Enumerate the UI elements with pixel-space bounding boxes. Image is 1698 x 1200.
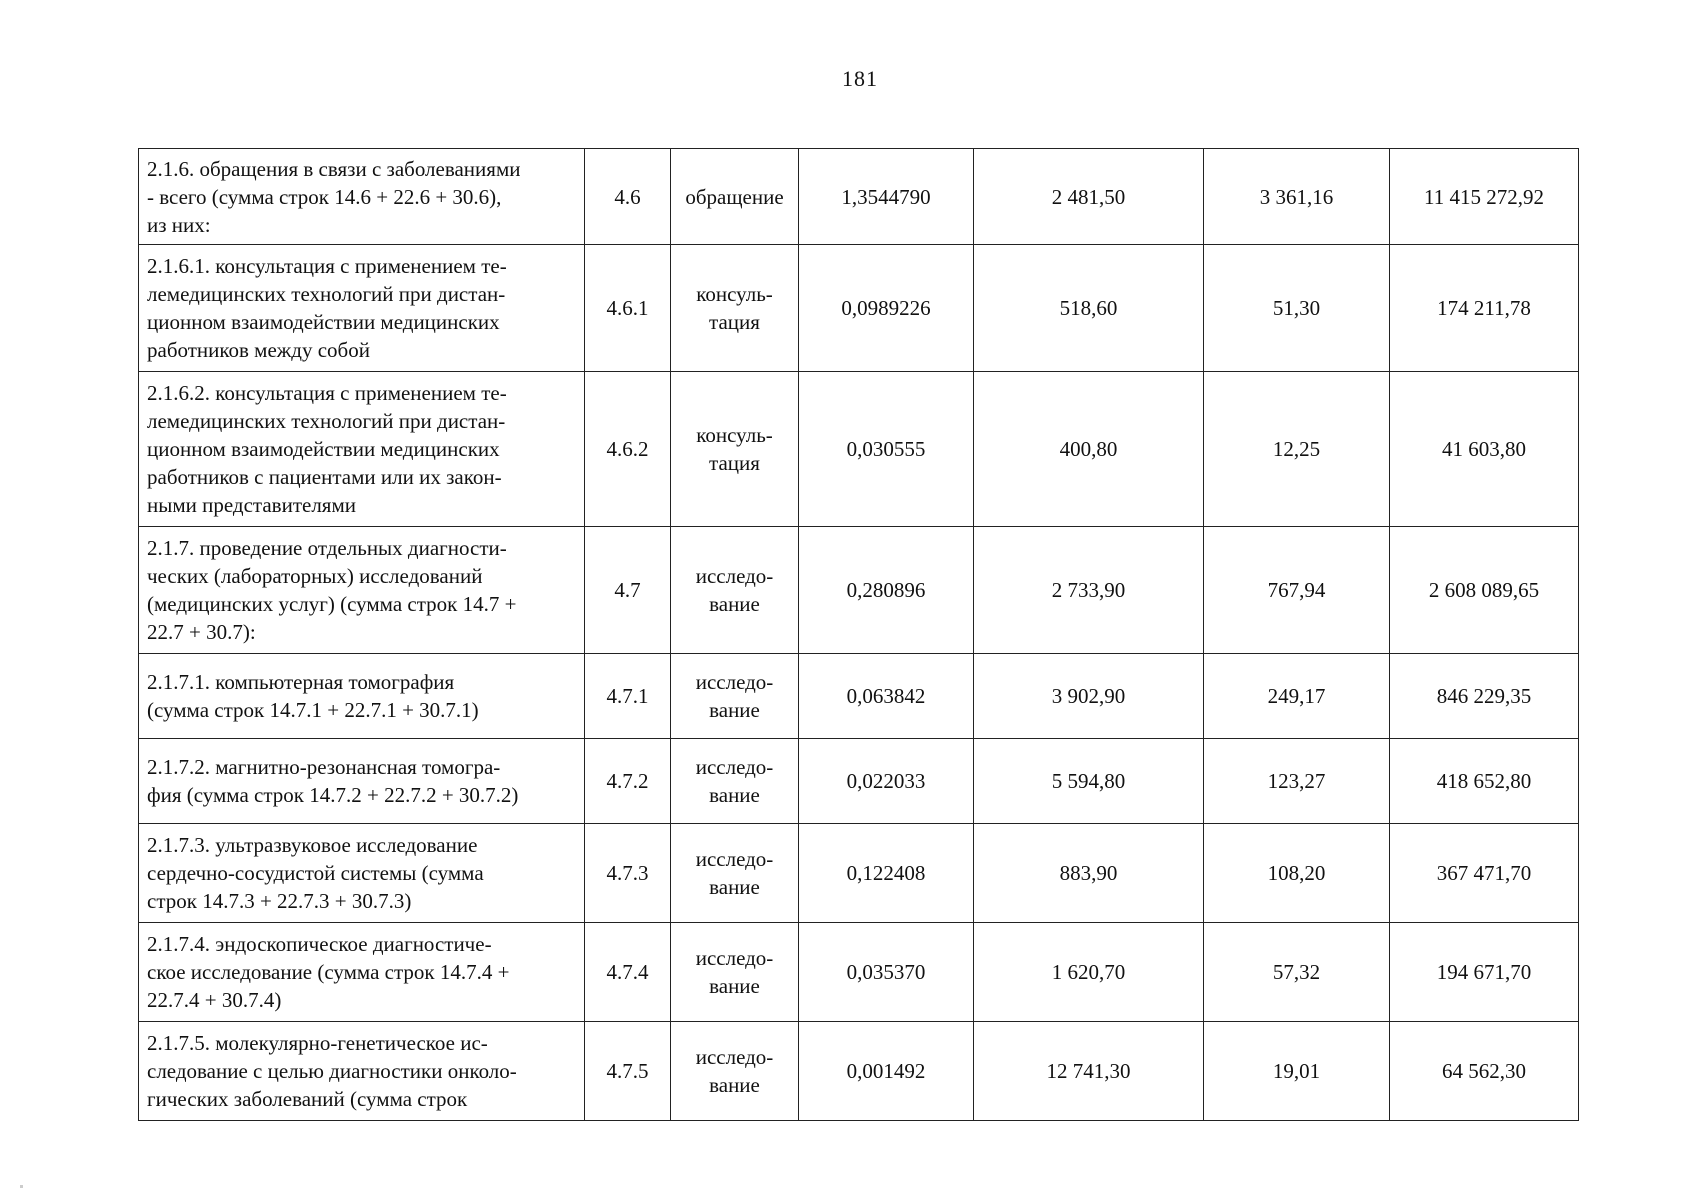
table-row (139, 149, 1579, 245)
row-per-capita: 19,01 (1204, 1022, 1390, 1121)
row-total: 194 671,70 (1390, 923, 1579, 1022)
row-total: 41 603,80 (1390, 372, 1579, 527)
row-code: 4.6 (585, 149, 671, 245)
row-total: 174 211,78 (1390, 245, 1579, 372)
row-code: 4.6.2 (585, 372, 671, 527)
table-row (139, 1022, 1579, 1121)
row-code: 4.7.4 (585, 923, 671, 1022)
table-row (139, 739, 1579, 824)
scan-artifact (20, 1185, 23, 1188)
row-unit: исследо- вание (671, 654, 799, 739)
row-total: 418 652,80 (1390, 739, 1579, 824)
row-norm: 1,3544790 (799, 149, 974, 245)
row-total: 11 415 272,92 (1390, 149, 1579, 245)
row-name: 2.1.6.2. консультация с применением те- лемедицинских технологий при дистан- ционном взаимодействии медицинских работников с пациентами или их закон- ными представителями (139, 372, 585, 527)
row-total: 2 608 089,65 (1390, 527, 1579, 654)
row-norm: 0,022033 (799, 739, 974, 824)
row-name: 2.1.6.1. консультация с применением те- лемедицинских технологий при дистан- ционном взаимодействии медицинских работников между собой (139, 245, 585, 372)
row-cost: 883,90 (974, 824, 1204, 923)
row-unit: исследо- вание (671, 824, 799, 923)
row-per-capita: 249,17 (1204, 654, 1390, 739)
row-norm: 0,0989226 (799, 245, 974, 372)
table-row (139, 923, 1579, 1022)
row-cost: 518,60 (974, 245, 1204, 372)
row-name: 2.1.7.4. эндоскопическое диагностиче- ское исследование (сумма строк 14.7.4 + 22.7.4 + 30.7.4) (139, 923, 585, 1022)
table-row (139, 824, 1579, 923)
row-name: 2.1.7.3. ультразвуковое исследование сердечно-сосудистой системы (сумма строк 14.7.3 + 22.7.3 + 30.7.3) (139, 824, 585, 923)
row-norm: 0,122408 (799, 824, 974, 923)
table-row (139, 372, 1579, 527)
row-cost: 12 741,30 (974, 1022, 1204, 1121)
table-row (139, 245, 1579, 372)
row-norm: 0,001492 (799, 1022, 974, 1121)
row-unit: исследо- вание (671, 739, 799, 824)
row-unit: исследо- вание (671, 923, 799, 1022)
row-unit: консуль- тация (671, 245, 799, 372)
row-cost: 2 733,90 (974, 527, 1204, 654)
row-cost: 5 594,80 (974, 739, 1204, 824)
table-row (139, 654, 1579, 739)
row-name: 2.1.7.2. магнитно-резонансная томогра- фия (сумма строк 14.7.2 + 22.7.2 + 30.7.2) (139, 739, 585, 824)
row-per-capita: 3 361,16 (1204, 149, 1390, 245)
row-norm: 0,280896 (799, 527, 974, 654)
row-code: 4.6.1 (585, 245, 671, 372)
row-name: 2.1.6. обращения в связи с заболеваниями - всего (сумма строк 14.6 + 22.6 + 30.6), из них: (139, 149, 585, 245)
row-norm: 0,030555 (799, 372, 974, 527)
row-unit: исследо- вание (671, 1022, 799, 1121)
row-unit: исследо- вание (671, 527, 799, 654)
row-name: 2.1.7.1. компьютерная томография (сумма строк 14.7.1 + 22.7.1 + 30.7.1) (139, 654, 585, 739)
row-name: 2.1.7. проведение отдельных диагности- ческих (лабораторных) исследований (медицинских услуг) (сумма строк 14.7 + 22.7 + 30.7): (139, 527, 585, 654)
row-total: 64 562,30 (1390, 1022, 1579, 1121)
row-per-capita: 12,25 (1204, 372, 1390, 527)
page-number: 181 (842, 66, 878, 91)
row-norm: 0,063842 (799, 654, 974, 739)
row-code: 4.7 (585, 527, 671, 654)
table-row (139, 527, 1579, 654)
row-name: 2.1.7.5. молекулярно-генетическое ис- следование с целью диагностики онколо- гических заболеваний (сумма строк (139, 1022, 585, 1121)
row-code: 4.7.5 (585, 1022, 671, 1121)
row-per-capita: 108,20 (1204, 824, 1390, 923)
row-cost: 1 620,70 (974, 923, 1204, 1022)
row-per-capita: 767,94 (1204, 527, 1390, 654)
row-norm: 0,035370 (799, 923, 974, 1022)
row-per-capita: 51,30 (1204, 245, 1390, 372)
row-total: 846 229,35 (1390, 654, 1579, 739)
row-per-capita: 57,32 (1204, 923, 1390, 1022)
row-unit: консуль- тация (671, 372, 799, 527)
row-cost: 3 902,90 (974, 654, 1204, 739)
row-code: 4.7.2 (585, 739, 671, 824)
row-per-capita: 123,27 (1204, 739, 1390, 824)
row-total: 367 471,70 (1390, 824, 1579, 923)
row-cost: 400,80 (974, 372, 1204, 527)
row-code: 4.7.1 (585, 654, 671, 739)
row-code: 4.7.3 (585, 824, 671, 923)
row-unit: обращение (671, 149, 799, 245)
tariff-table (138, 148, 1579, 1121)
row-cost: 2 481,50 (974, 149, 1204, 245)
